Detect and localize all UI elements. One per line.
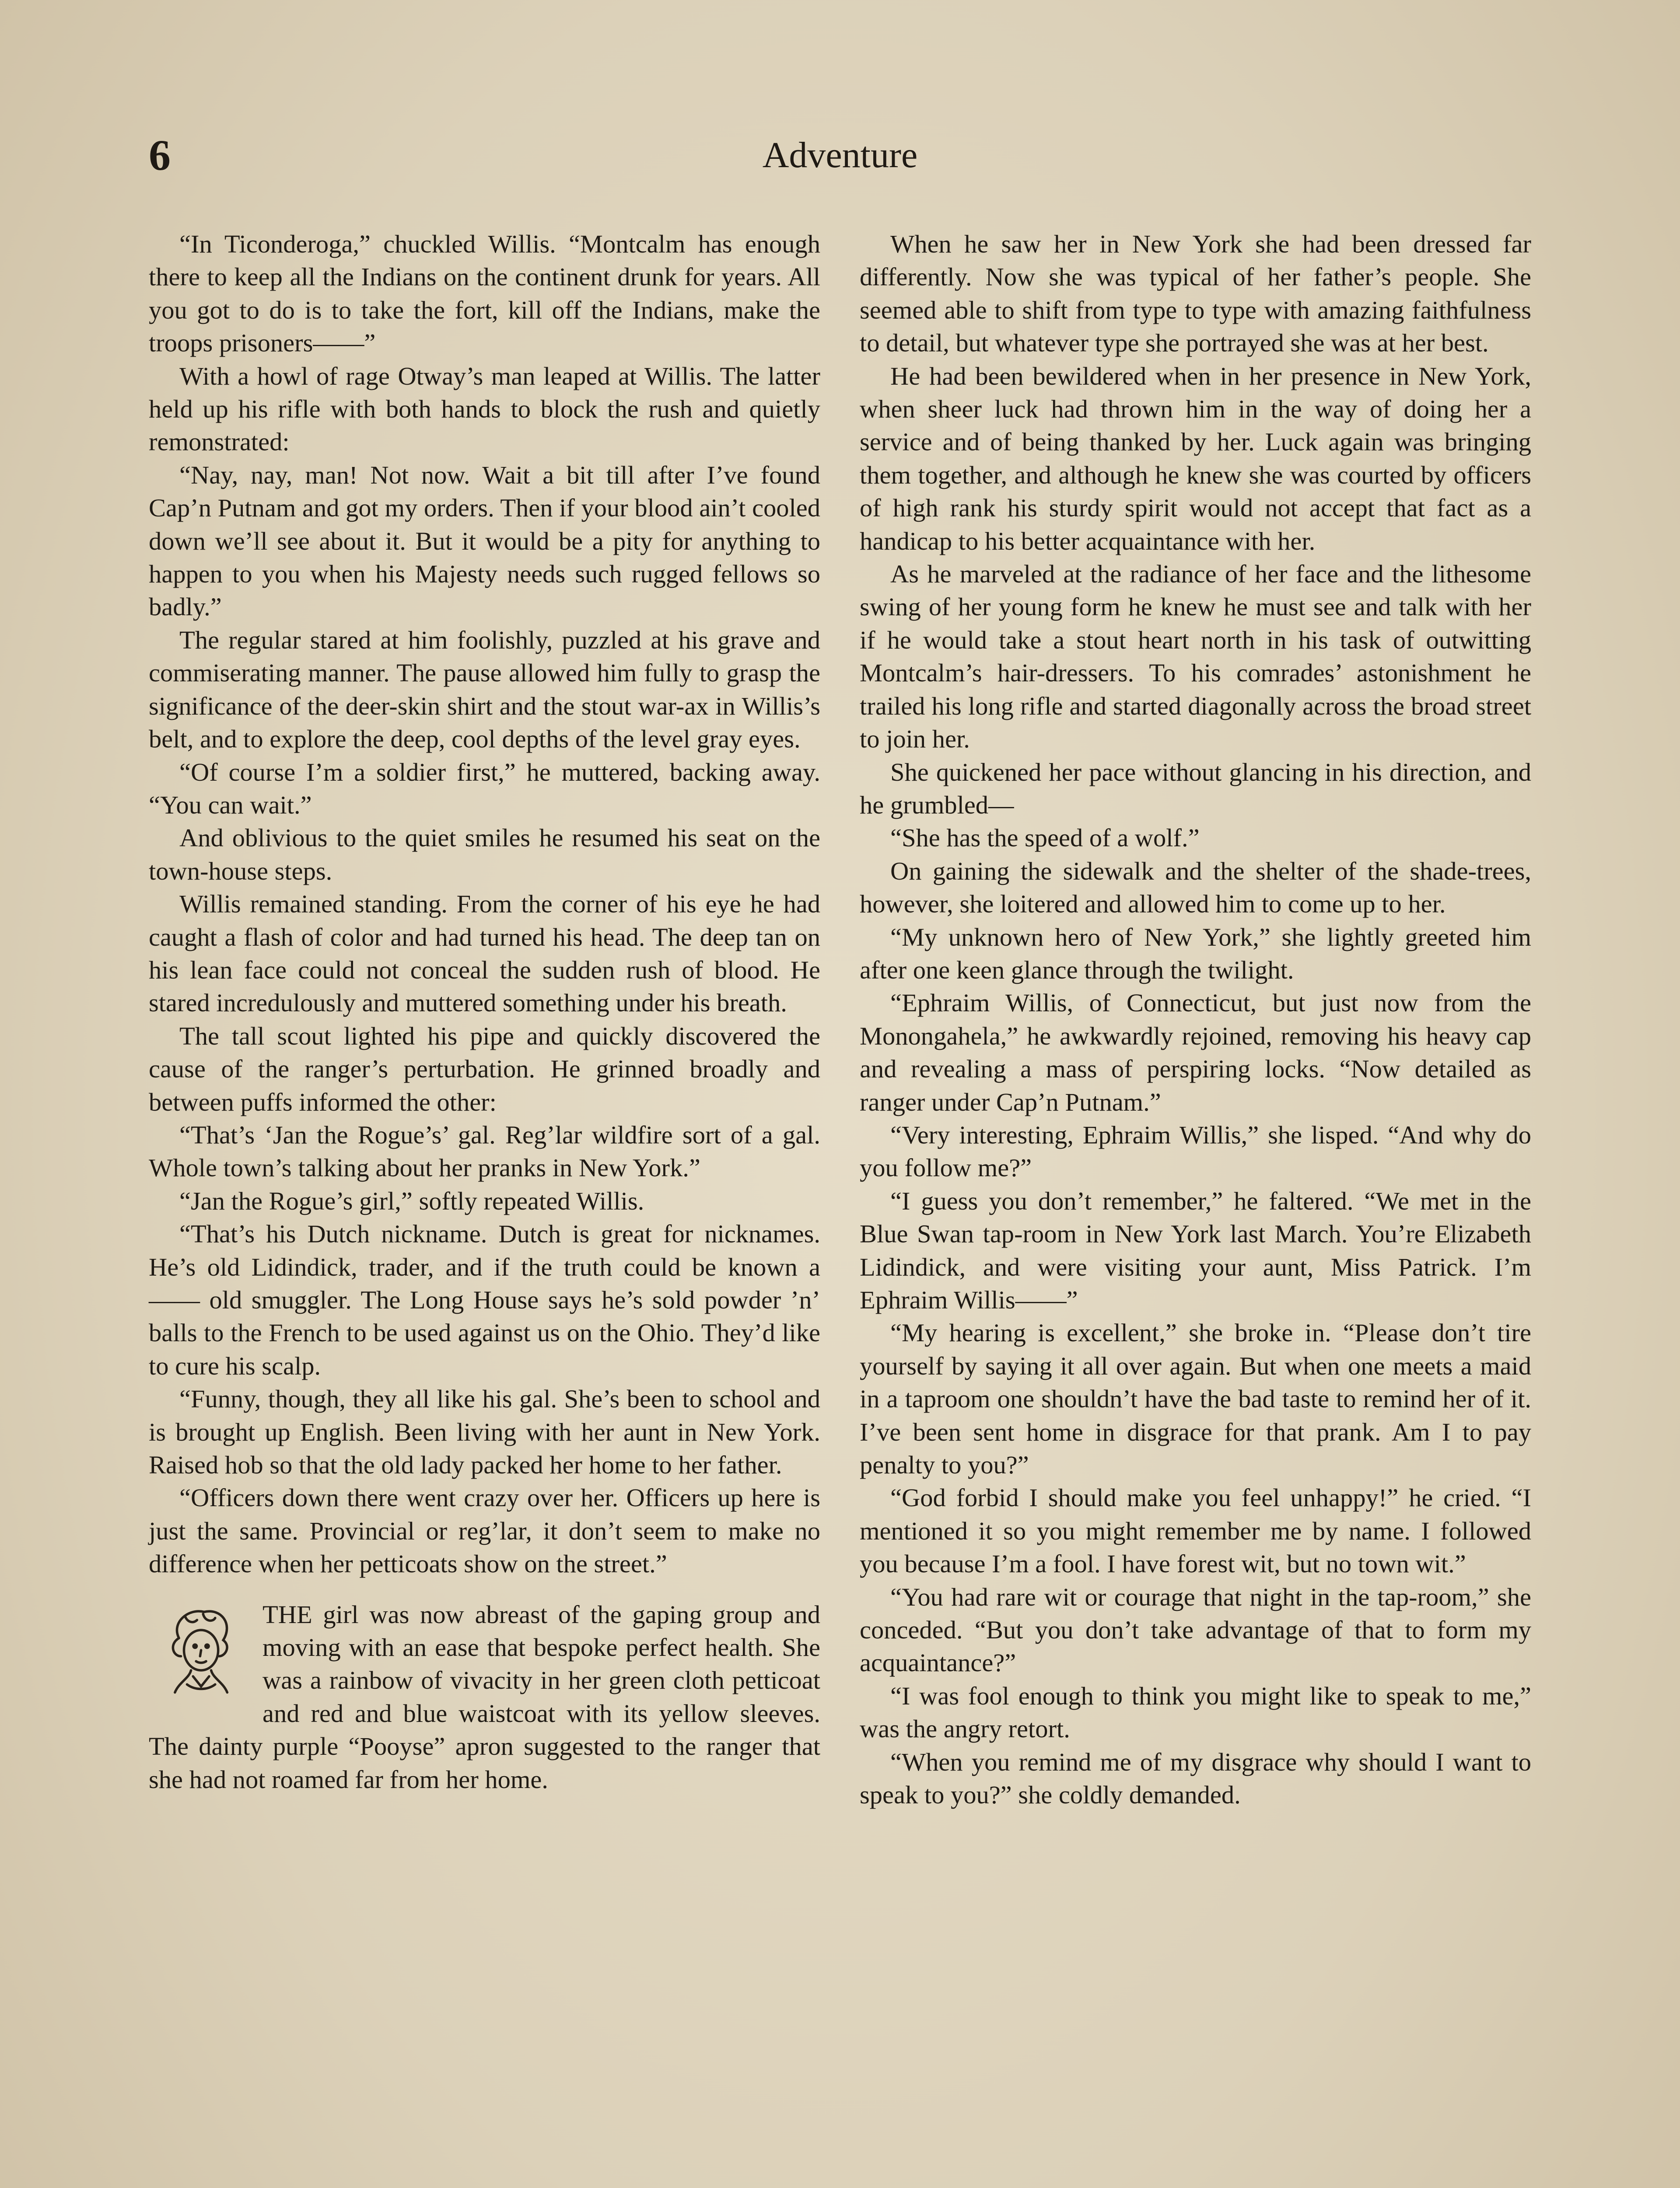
paragraph: With a howl of rage Otway’s man leaped at Willis. The latter held up his rifle with both hands to block the rush and quietly remonstrated: [149, 361, 820, 456]
page-number: 6 [149, 131, 171, 179]
page-header [149, 127, 1531, 184]
paragraph: The tall scout lighted his pipe and quickly discovered the cause of the ranger’s perturbation. He grinned broadly and between puffs informed the other: [149, 1021, 820, 1116]
paragraph: “My hearing is excellent,” she broke in. “Please don’t tire yourself by saying it all over again. But when one meets a maid in a taproom one shouldn’t have the bad taste to remind her of it. I’ve been sent home in disgrace for that prank. Am I to pay penalty to you?” [860, 1318, 1531, 1480]
paragraph: THE girl was now abreast of the gaping group and moving with an ease that bespoke perfect health. She was a rainbow of vivacity in her green cloth petticoat and red and blue waistcoat with its yellow sleeves. The dainty purple “Pooyse” apron suggested to the ranger that she had not roamed far from her home. [149, 1600, 820, 1794]
section-break-block [149, 1598, 820, 1796]
paragraph: “I was fool enough to think you might like to speak to me,” was the angry retort. [860, 1681, 1531, 1743]
paragraph: “Of course I’m a soldier first,” he muttered, backing away. “You can wait.” [149, 757, 820, 819]
paragraph: “Very interesting, Ephraim Willis,” she lisped. “And why do you follow me?” [860, 1120, 1531, 1182]
left-column [149, 228, 820, 1796]
paragraph: Willis remained standing. From the corner of his eye he had caught a flash of color and had turned his head. The deep tan on his lean face could not conceal the sudden rush of blood. He stared incredulously and muttered something under his breath. [149, 890, 820, 1017]
paragraph: “I guess you don’t remember,” he faltered. “We met in the Blue Swan tap-room in New York last March. You’re Elizabeth Lidindick, and were visiting your aunt, Miss Patrick. I’m Ephraim Willis——” [860, 1186, 1531, 1314]
paragraph: “Nay, nay, man! Not now. Wait a bit till after I’ve found Cap’n Putnam and got my orders. Then if your blood ain’t cooled down we’ll see about it. But it would be a pity for anything to happen to you when his Majesty needs such rugged fellows so badly.” [149, 460, 820, 621]
paragraph: “My unknown hero of New York,” she lightly greeted him after one keen glance through the twilight. [860, 922, 1531, 984]
paragraph: “Funny, though, they all like his gal. She’s been to school and is brought up English. Been living with her aunt in New York. Raised hob so that the old lady packed her home to her father. [149, 1385, 820, 1480]
running-title: Adventure [762, 135, 918, 175]
paragraph: He had been bewildered when in her presence in New York, when sheer luck had thrown him in the way of doing her a service and of being thanked by her. Luck again was bringing them together, and although he knew she was courted by officers of high rank his sturdy spirit would not accept that fact as a handicap to his better acquaintance with her. [860, 361, 1531, 555]
paragraph: When he saw her in New York she had been dressed far differently. Now she was typical of her father’s people. She seemed able to shift from type to type with amazing faithfulness to detail, but whatever type she portrayed she was at her best. [860, 230, 1531, 358]
paragraph: “When you remind me of my disgrace why should I want to speak to you?” she coldly demanded. [860, 1747, 1531, 1809]
girl-portrait-icon [149, 1600, 249, 1701]
paragraph: “In Ticonderoga,” chuckled Willis. “Montcalm has enough there to keep all the Indians on the continent drunk for years. All you got to do is to take the fort, kill off the Indians, make the troops prisoners——” [149, 230, 820, 358]
paragraph: As he marveled at the radiance of her face and the lithesome swing of her young form he knew he must see and talk with her if he would take a stout heart north in his task of outwitting Montcalm’s hair-dressers. To his comrades’ astonishment he trailed his long rifle and started diagonally across the broad street to join her. [860, 560, 1531, 754]
paragraph: And oblivious to the quiet smiles he resumed his seat on the town-house steps. [149, 824, 820, 885]
paragraph: “That’s his Dutch nickname. Dutch is great for nicknames. He’s old Lidindick, trader, and if the truth could be known a —— old smuggler. The Long House says he’s sold powder ’n’ balls to the French to be used against us on the Ohio. They’d like to cure his scalp. [149, 1220, 820, 1380]
paragraph: “Officers down there went crazy over her. Officers up here is just the same. Provincial or reg’lar, it don’t seem to make no difference when her petticoats show on the street.” [149, 1483, 820, 1578]
paragraph: The regular stared at him foolishly, puzzled at his grave and commiserating manner. The pause allowed him fully to grasp the significance of the deer-skin shirt and the stout war-ax in Willis’s belt, and to explore the deep, cool depths of the level gray eyes. [149, 625, 820, 754]
paragraph: “You had rare wit or courage that night in the tap-room,” she conceded. “But you don’t take advantage of that to form my acquaintance?” [860, 1582, 1531, 1677]
paragraph: On gaining the sidewalk and the shelter of the shade-trees, however, she loitered and allowed him to come up to her. [860, 856, 1531, 919]
paragraph: “That’s ‘Jan the Rogue’s’ gal. Reg’lar wildfire sort of a gal. Whole town’s talking about her pranks in New York.” [149, 1120, 820, 1182]
paragraph: “She has the speed of a wolf.” [890, 824, 1200, 852]
paragraph: “Jan the Rogue’s girl,” softly repeated Willis. [179, 1186, 644, 1215]
paragraph: She quickened her pace without glancing in his direction, and he grumbled— [860, 757, 1531, 819]
paragraph: “God forbid I should make you feel unhappy!” he cried. “I mentioned it so you might remember me by name. I followed you because I’m a fool. I have forest wit, but no town wit.” [860, 1483, 1531, 1578]
paragraph: “Ephraim Willis, of Connecticut, but just now from the Monongahela,” he awkwardly rejoined, removing his heavy cap and revealing a mass of perspiring locks. “Now detailed as ranger under Cap’n Putnam.” [860, 989, 1531, 1116]
right-column [860, 228, 1531, 1812]
